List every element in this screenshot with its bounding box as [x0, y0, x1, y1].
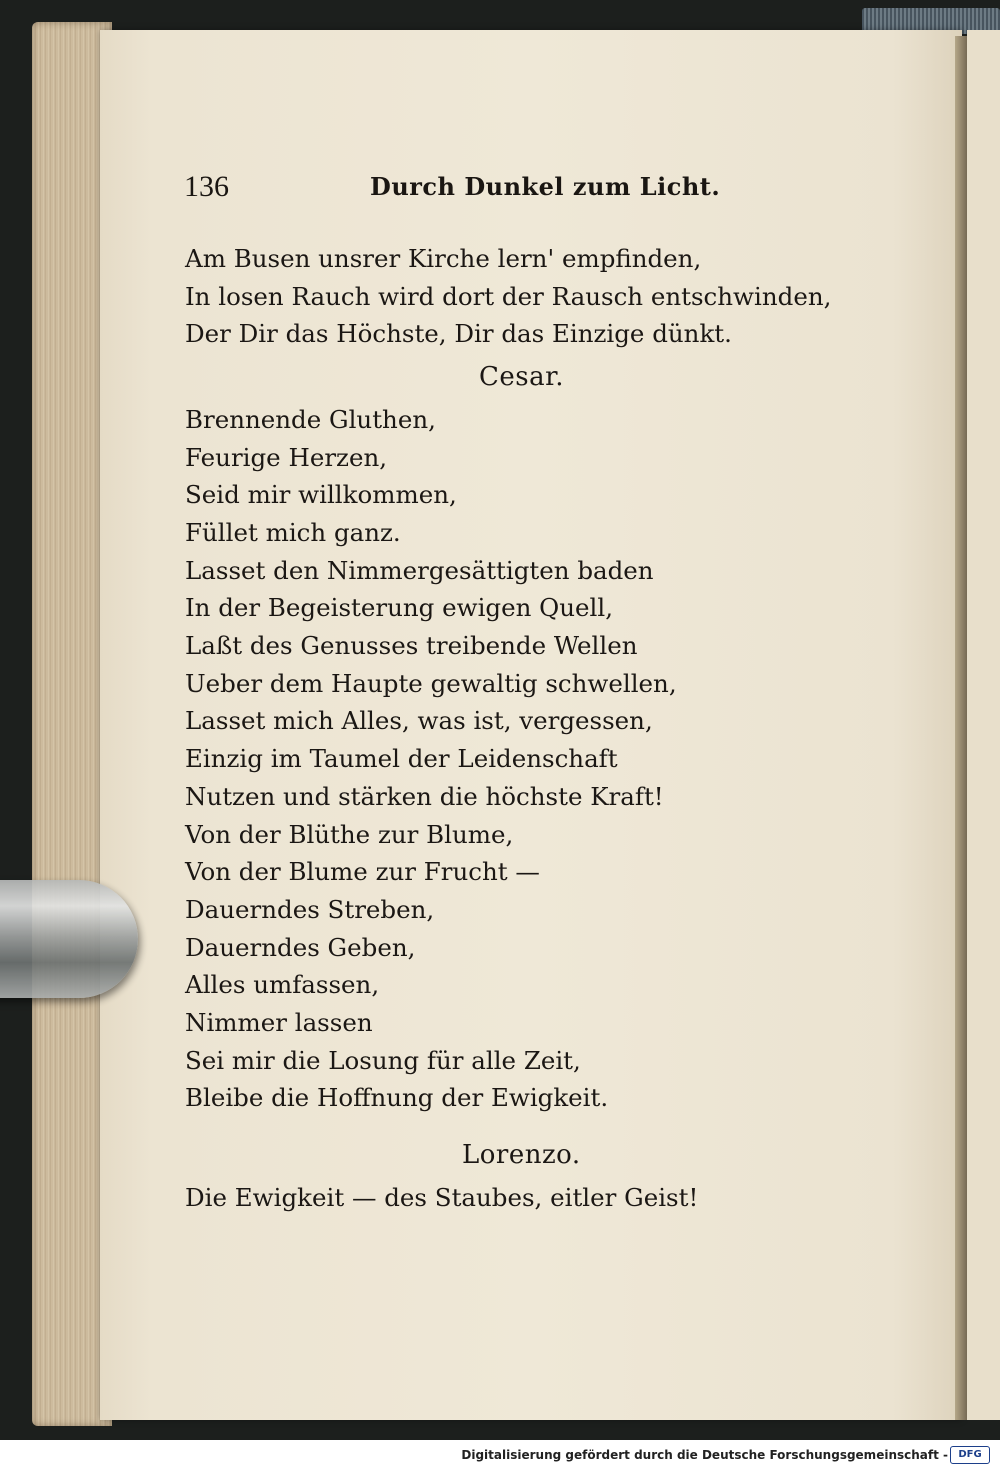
running-head: Durch Dunkel zum Licht. [370, 172, 721, 201]
speaker-heading: Cesar. [479, 362, 564, 393]
page-clip [0, 880, 138, 998]
verse-line: Brennende Gluthen, [185, 404, 436, 434]
dfg-logo: DFG [950, 1446, 990, 1464]
verse-line: Von der Blume zur Frucht — [185, 857, 540, 887]
verse-line: Seid mir willkommen, [185, 480, 457, 510]
verse-line: Einzig im Taumel der Leidenschaft [185, 744, 618, 774]
page-number: 136 [184, 170, 229, 203]
verse-line: Alles umfassen, [185, 970, 380, 1000]
verse-line: Lasset den Nimmergesättigten baden [185, 555, 654, 585]
cesar-stanza [185, 401, 835, 1117]
speaker-heading: Lorenzo. [462, 1140, 581, 1171]
footer-credit: Digitalisierung gefördert durch die Deutsche Forschungsgemeinschaft - [461, 1448, 948, 1462]
verse-line: In losen Rauch wird dort der Rausch entschwinden, [185, 281, 832, 311]
verse-line: Ueber dem Haupte gewaltig schwellen, [185, 668, 677, 698]
verse-line: Dauerndes Streben, [185, 894, 435, 924]
verse-line: Lasset mich Alles, was ist, vergessen, [185, 706, 653, 736]
verse-line: In der Begeisterung ewigen Quell, [185, 593, 613, 623]
intro-stanza [185, 240, 835, 353]
verse-line: Sei mir die Losung für alle Zeit, [185, 1045, 581, 1075]
verse-line: Die Ewigkeit — des Staubes, eitler Geist! [185, 1182, 699, 1212]
verse-line: Der Dir das Höchste, Dir das Einzige dünkt. [185, 319, 732, 349]
verse-line: Am Busen unsrer Kirche lern' empfinden, [185, 244, 702, 273]
verse-line: Laßt des Genusses treibende Wellen [185, 631, 638, 661]
verse-line: Füllet mich ganz. [185, 517, 401, 547]
verse-text [185, 240, 835, 1217]
verse-line: Von der Blüthe zur Blume, [185, 819, 514, 849]
verse-line: Nutzen und stärken die höchste Kraft! [185, 781, 664, 811]
verse-line: Bleibe die Hoffnung der Ewigkeit. [185, 1083, 609, 1113]
verse-line: Feurige Herzen, [185, 442, 388, 472]
facing-page-edge [967, 30, 1000, 1420]
verse-line: Nimmer lassen [185, 1008, 373, 1038]
lorenzo-stanza [185, 1179, 835, 1217]
verse-line: Dauerndes Geben, [185, 932, 416, 962]
